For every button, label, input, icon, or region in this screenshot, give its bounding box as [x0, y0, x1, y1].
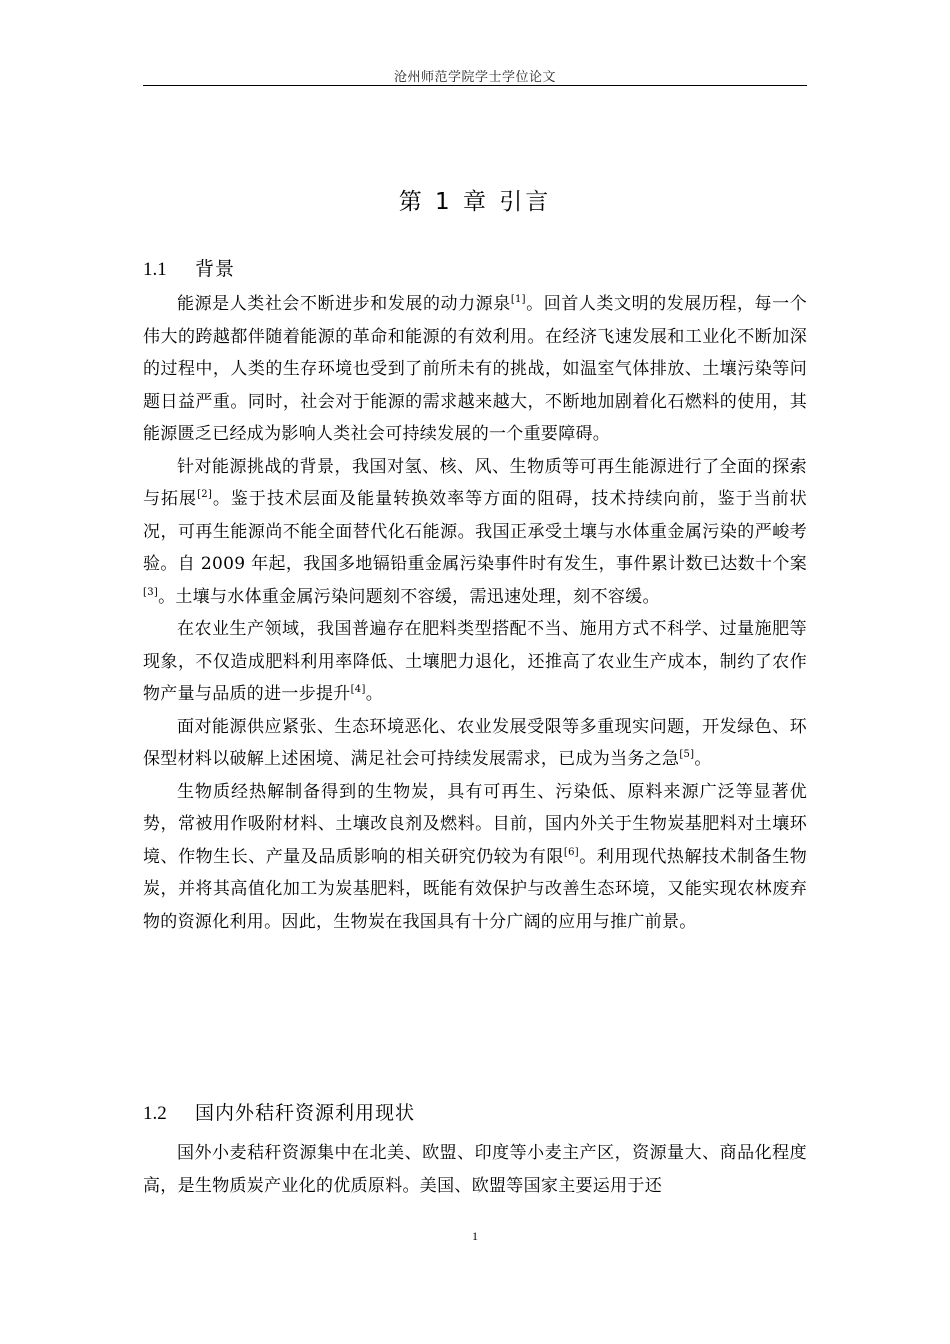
running-header: 沧州师范学院学士学位论文: [393, 70, 556, 85]
citation[interactable]: [4]: [350, 684, 366, 695]
paragraph: 面对能源供应紧张、生态环境恶化、农业发展受限等多重现实问题，开发绿色、环保型材料以破解上述困境、满足社会可持续发展需求，已成为当务之急[5]。: [143, 716, 807, 769]
citation[interactable]: [5]: [679, 749, 695, 760]
chapter-title: 第 1 章 引言: [398, 189, 552, 215]
section-body-1-1: [143, 288, 807, 938]
paragraph: 在农业生产领域，我国普遍存在肥料类型搭配不当、施用方式不科学、过量施肥等现象，不仅造成肥料利用率降低、土壤肥力退化，还推高了农业生产成本，制约了农作物产量与品质的进一步提升[4]。: [143, 619, 807, 704]
citation[interactable]: [3]: [143, 586, 159, 598]
page-number: 1: [472, 1229, 478, 1243]
section-heading-1-2: [143, 1098, 415, 1125]
paragraph: 生物质经热解制备得到的生物炭，具有可再生、污染低、原料来源广泛等显著优势，常被用作吸附材料、土壤改良剂及燃料。目前，国内外关于生物炭基肥料对土壤环境、作物生长、产量及品质影响的相关研究仍较为有限[6]。利用现代热解技术制备生物炭，并将其高值化加工为炭基肥料，既能有效保护与改善生态环境，又能实现农林废弃物的资源化利用。因此，生物炭在我国具有十分广阔的应用与推广前景。: [143, 781, 807, 932]
paragraph: 针对能源挑战的背景，我国对氢、核、风、生物质等可再生能源进行了全面的探索与拓展[2]。鉴于技术层面及能量转换效率等方面的阻碍，技术持续向前，鉴于当前状况，可再生能源尚不能全面替代化石能源。我国正承受土壤与水体重金属污染的严峻考验。自 2009 年起，我国多地镉铅重金属污染事件时有发生，事件累计数已达数十个案[3]。土壤与水体重金属污染问题刻不容缓，需迅速处理，刻不容缓。: [143, 456, 807, 607]
section-title: 国内外秸秆资源利用现状: [195, 1102, 416, 1124]
section-title: 背景: [195, 258, 236, 280]
citation[interactable]: [1]: [510, 294, 526, 305]
header-rule: [143, 85, 807, 86]
section-number: 1.2: [143, 1103, 167, 1124]
section-body-1-2: [143, 1137, 807, 1202]
section-heading-1-1: [143, 254, 235, 281]
section-number: 1.1: [143, 259, 167, 280]
citation[interactable]: [2]: [197, 489, 213, 500]
paragraph: 国外小麦秸秆资源集中在北美、欧盟、印度等小麦主产区，资源量大、商品化程度高，是生物质炭产业化的优质原料。美国、欧盟等国家主要运用于还: [143, 1143, 807, 1196]
citation[interactable]: [6]: [563, 846, 579, 858]
paragraph: 能源是人类社会不断进步和发展的动力源泉[1]。回首人类文明的发展历程，每一个伟大的跨越都伴随着能源的革命和能源的有效利用。在经济飞速发展和工业化不断加深的过程中，人类的生存环境也受到了前所未有的挑战，如温室气体排放、土壤污染等问题日益严重。同时，社会对于能源的需求越来越大，不断地加剧着化石燃料的使用，其能源匮乏已经成为影响人类社会可持续发展的一个重要障碍。: [143, 294, 807, 444]
